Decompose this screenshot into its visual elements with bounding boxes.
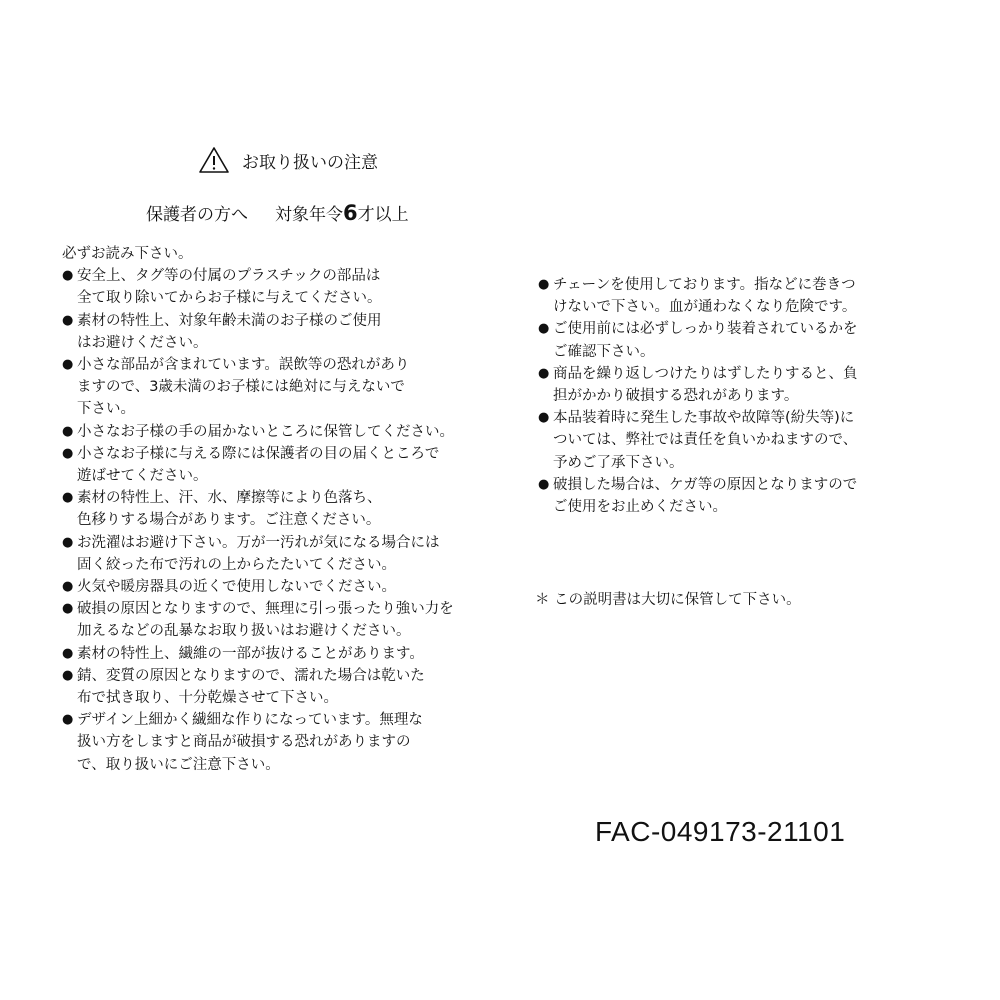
caution-line: デザイン上細かく繊細な作りになっています。無理な bbox=[77, 712, 423, 729]
caution-line: 予めご了承下さい。 bbox=[553, 454, 684, 471]
caution-line: 全て取り除いてからお子様に与えてください。 bbox=[77, 290, 382, 307]
bullet-icon: ● bbox=[62, 423, 74, 439]
target-age: 6 bbox=[343, 201, 358, 225]
caution-item bbox=[62, 421, 492, 443]
bullet-icon: ● bbox=[538, 365, 550, 381]
caution-line: 小さな部品が含まれています。誤飲等の恐れがあり bbox=[77, 357, 410, 374]
bullet-icon: ● bbox=[62, 534, 74, 550]
bullet-icon: ● bbox=[62, 712, 74, 728]
caution-item bbox=[538, 363, 928, 407]
caution-line: 素材の特性上、対象年齢未満のお子様のご使用 bbox=[77, 312, 382, 329]
target-prefix: 対象年令 bbox=[275, 205, 344, 225]
title-text: お取り扱いの注意 bbox=[242, 152, 378, 173]
caution-text bbox=[553, 318, 858, 362]
caution-line: 錆、変質の原因となりますので、濡れた場合は乾いた bbox=[77, 667, 425, 684]
bullet-icon: ● bbox=[62, 667, 74, 683]
left-caution-list bbox=[62, 265, 492, 776]
caution-line: 加えるなどの乱暴なお取り扱いはお避けください。 bbox=[77, 623, 411, 640]
left-column bbox=[62, 243, 492, 776]
bullet-icon: ● bbox=[538, 476, 550, 492]
bullet-icon: ● bbox=[62, 445, 74, 461]
caution-line: 布で拭き取り、十分乾燥させて下さい。 bbox=[77, 690, 338, 707]
caution-text bbox=[77, 665, 425, 709]
bullet-icon: ● bbox=[538, 410, 550, 426]
caution-line: 火気や暖房器具の近くで使用しないでください。 bbox=[77, 579, 396, 596]
caution-item bbox=[62, 643, 492, 665]
caution-item bbox=[538, 407, 928, 474]
caution-text bbox=[77, 421, 454, 443]
caution-line: 固く絞った布で汚れの上からたたいてください。 bbox=[77, 556, 396, 573]
bullet-icon: ● bbox=[62, 579, 74, 595]
caution-text bbox=[77, 709, 423, 776]
bullet-icon: ● bbox=[62, 357, 74, 373]
caution-text bbox=[553, 407, 857, 474]
caution-line: で、取り扱いにご注意下さい。 bbox=[77, 756, 280, 773]
caution-text bbox=[77, 354, 409, 421]
heading-title bbox=[198, 146, 378, 174]
caution-line: チェーンを使用しております。指などに巻きつ bbox=[553, 277, 856, 293]
right-column bbox=[538, 274, 928, 518]
caution-line: はお避けください。 bbox=[77, 334, 208, 351]
caution-line: 素材の特性上、繊維の一部が抜けることがあります。 bbox=[77, 645, 424, 662]
caution-item bbox=[538, 474, 928, 518]
caution-line: 扱い方をしますと商品が破損する恐れがありますの bbox=[77, 734, 411, 751]
caution-text bbox=[77, 265, 382, 309]
caution-line: 安全上、タグ等の付属のプラスチックの部品は bbox=[77, 268, 381, 285]
caution-line: 本品装着時に発生した事故や故障等(紛失等)に bbox=[553, 410, 855, 427]
bullet-icon: ● bbox=[538, 277, 550, 292]
caution-text bbox=[553, 474, 857, 518]
product-code: FAC-049173-21101 bbox=[595, 816, 846, 847]
caution-line: 担がかかり破損する恐れがあります。 bbox=[553, 388, 799, 405]
guardian-label: 保護者の方へ bbox=[146, 205, 248, 225]
caution-item bbox=[62, 265, 492, 309]
bullet-icon: ● bbox=[62, 268, 74, 284]
caution-text bbox=[553, 274, 856, 318]
caution-text bbox=[77, 532, 440, 576]
caution-item bbox=[62, 598, 492, 642]
bullet-icon: ● bbox=[62, 490, 74, 506]
caution-line: けないで下さい。血が通わなくなり危険です。 bbox=[553, 299, 857, 316]
caution-line: 素材の特性上、汗、水、摩擦等により色落ち、 bbox=[77, 490, 382, 507]
caution-item bbox=[62, 443, 492, 487]
caution-item bbox=[62, 310, 492, 354]
bullet-icon: ● bbox=[538, 321, 550, 337]
caution-line: ますので、3歳未満のお子様には絶対に与えないで bbox=[77, 379, 405, 396]
caution-text bbox=[77, 598, 454, 642]
keep-manual-note: ＊ この説明書は大切に保管して下さい。 bbox=[535, 592, 801, 608]
caution-line: ご使用をお止めください。 bbox=[553, 499, 727, 516]
caution-line: 小さなお子様に与える際には保護者の目の届くところで bbox=[77, 445, 440, 462]
caution-item bbox=[538, 318, 928, 362]
bullet-icon: ● bbox=[62, 645, 74, 661]
caution-line: ご使用前には必ずしっかり装着されているかを bbox=[553, 321, 858, 338]
bullet-icon: ● bbox=[62, 312, 74, 328]
caution-item bbox=[62, 665, 492, 709]
caution-item bbox=[62, 532, 492, 576]
caution-line: ご確認下さい。 bbox=[553, 343, 655, 360]
caution-item bbox=[62, 576, 492, 598]
caution-text bbox=[77, 576, 396, 598]
caution-text bbox=[553, 363, 858, 407]
caution-item bbox=[62, 487, 492, 531]
caution-line: 破損の原因となりますので、無理に引っ張ったり強い力を bbox=[77, 601, 454, 618]
caution-item bbox=[62, 354, 492, 421]
intro-text: 必ずお読み下さい。 bbox=[62, 246, 193, 262]
caution-item bbox=[538, 274, 928, 318]
caution-line: 小さなお子様の手の届かないところに保管してください。 bbox=[77, 423, 454, 440]
caution-line: 下さい。 bbox=[77, 401, 135, 418]
caution-line: 遊ばせてください。 bbox=[77, 468, 208, 485]
caution-text bbox=[77, 443, 439, 487]
right-caution-list bbox=[538, 274, 928, 518]
caution-line: 商品を繰り返しつけたりはずしたりすると、負 bbox=[553, 365, 858, 382]
caution-text bbox=[77, 487, 382, 531]
bullet-icon: ● bbox=[62, 601, 74, 617]
caution-line: 色移りする場合があります。ご注意ください。 bbox=[77, 512, 381, 529]
caution-line: 破損した場合は、ケガ等の原因となりますので bbox=[553, 476, 858, 493]
target-age-line bbox=[146, 200, 409, 225]
caution-line: お洗濯はお避け下さい。万が一汚れが気になる場合には bbox=[77, 534, 440, 551]
caution-text bbox=[77, 310, 382, 354]
caution-text bbox=[77, 643, 424, 665]
warning-triangle-icon bbox=[198, 146, 230, 174]
target-suffix: 才以上 bbox=[357, 205, 409, 225]
caution-item bbox=[62, 709, 492, 776]
caution-line: ついては、弊社では責任を負いかねますので、 bbox=[553, 432, 858, 449]
